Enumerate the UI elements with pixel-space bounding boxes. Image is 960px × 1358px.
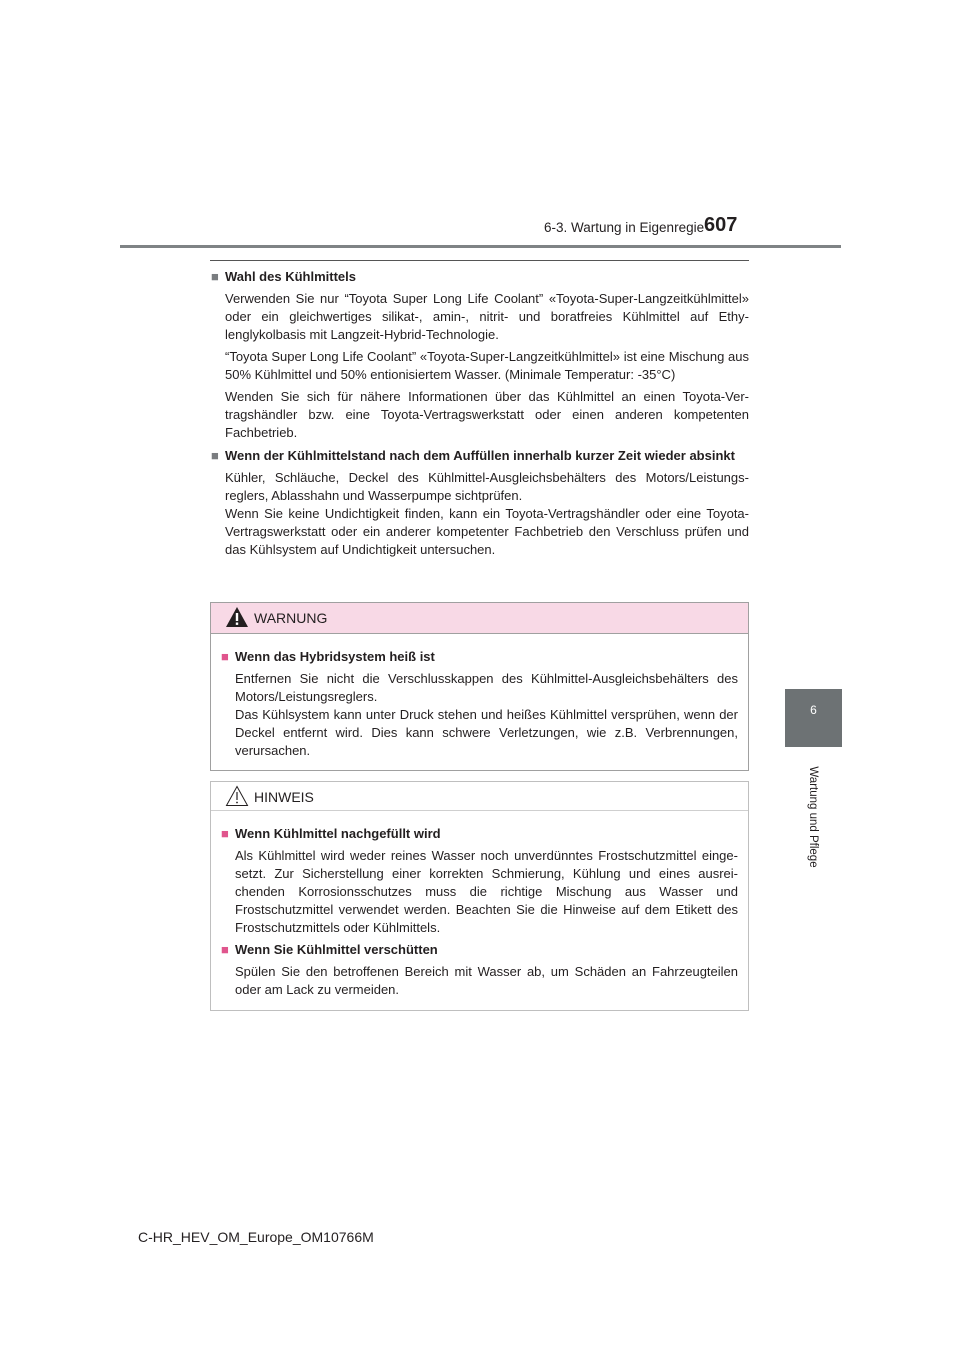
page-number: 607 xyxy=(704,214,738,236)
warning-label: WARNUNG xyxy=(254,610,328,626)
bullet-square-icon: ■ xyxy=(221,942,229,957)
notice-paragraph: Als Kühlmittel wird weder reines Wasser noch unverdünntes Frostschutzmittel eingesetzt. Zur Sicherstellung einer korrekten Schmierung, Kühlung und eines ausreichenden Korrosionsschutzes muss die richtige Mischung aus Wasser und Frostschutzmittel verwendet werden. Beachten Sie die Hinweise auf dem Etikett des Frostschutzmittels oder Kühlmittels. xyxy=(235,848,738,935)
notice-header xyxy=(211,782,748,811)
warning-heading: ■ Wenn das Hybridsystem heiß ist xyxy=(221,649,435,664)
bullet-square-icon: ■ xyxy=(221,649,229,664)
warning-body xyxy=(211,634,748,760)
paragraph: “Toyota Super Long Life Coolant” «Toyota-Super-Langzeitkühlmittel» ist eine Mischung aus 50% Kühlmittel und 50% entionisiertem Wasser. (Minimale Temperatur: -35°C) xyxy=(225,349,749,382)
notice-paragraph: Spülen Sie den betroffenen Bereich mit Wasser ab, um Schäden an Fahrzeugteilen oder am Lack zu vermeiden. xyxy=(235,964,738,997)
paragraph: Verwenden Sie nur “Toyota Super Long Life Coolant” «Toyota-Super-Langzeitkühlmittel» oder ein gleichwertiges silikat-, amin-, nitrit- und boratfreies Kühlmittel auf Ethylenglykolbasis mit Langzeit-Hybrid-Technologie. xyxy=(225,291,749,342)
notice-heading: ■ Wenn Kühlmittel nachgefüllt wird xyxy=(221,826,441,841)
notice-heading: ■ Wenn Sie Kühlmittel verschütten xyxy=(221,942,438,957)
document-id: C-HR_HEV_OM_Europe_OM10766M xyxy=(138,1229,374,1245)
notice-body xyxy=(211,811,748,999)
caution-triangle-outline-icon xyxy=(225,785,249,807)
paragraph: Wenden Sie sich für nähere Informationen über das Kühlmittel an einen Toyota-Vertragshändler bzw. eine Toyota-Vertragswerkstatt oder einen anderen kompetenten Fachbetrieb. xyxy=(225,389,749,440)
chapter-number: 6 xyxy=(810,703,817,717)
chapter-title: Wartung und Pflege xyxy=(807,766,819,868)
paragraph: Kühler, Schläuche, Deckel des Kühlmittel-Ausgleichsbehälters des Motors/Leistungsreglers, Ablasshahn und Wasserpumpe sichtprüfen. Wenn Sie keine Undichtigkeit finden, kann ein Toyota-Vertragshändler oder eine Toyota-Vertragswerkstatt oder ein anderer kompetenter Fachbetrieb den Verschluss prüfen und das Kühlsystem auf Undichtigkeit untersuchen. xyxy=(225,470,749,557)
section-heading: ■ Wahl des Kühlmittels xyxy=(211,269,356,284)
bullet-square-icon: ■ xyxy=(211,448,219,463)
warning-paragraph: Entfernen Sie nicht die Verschlusskappen des Kühlmittel-Ausgleichsbehälters des Motors/Leistungsreglers. Das Kühlsystem kann unter Druck stehen und heißes Kühlmittel versprühen, wenn der Deckel entfernt wird. Dies kann schwere Verletzungen, wie z.B. Verbrennungen, verursachen. xyxy=(235,671,738,758)
bullet-square-icon: ■ xyxy=(221,826,229,841)
header-section-title: 6-3. Wartung in Eigenregie xyxy=(544,220,705,235)
content-top-rule xyxy=(210,260,749,261)
chapter-title-vertical xyxy=(803,762,823,872)
header-divider xyxy=(120,245,841,248)
notice-box xyxy=(210,781,749,1011)
warning-triangle-icon xyxy=(225,606,249,628)
main-content xyxy=(211,268,749,559)
warning-box xyxy=(210,602,749,771)
bullet-square-icon: ■ xyxy=(211,269,219,284)
warning-header xyxy=(211,603,748,634)
chapter-tab xyxy=(785,689,842,747)
notice-label: HINWEIS xyxy=(254,789,314,805)
section-heading: ■ Wenn der Kühlmittelstand nach dem Auffüllen innerhalb kurzer Zeit wieder absinkt xyxy=(211,448,735,463)
